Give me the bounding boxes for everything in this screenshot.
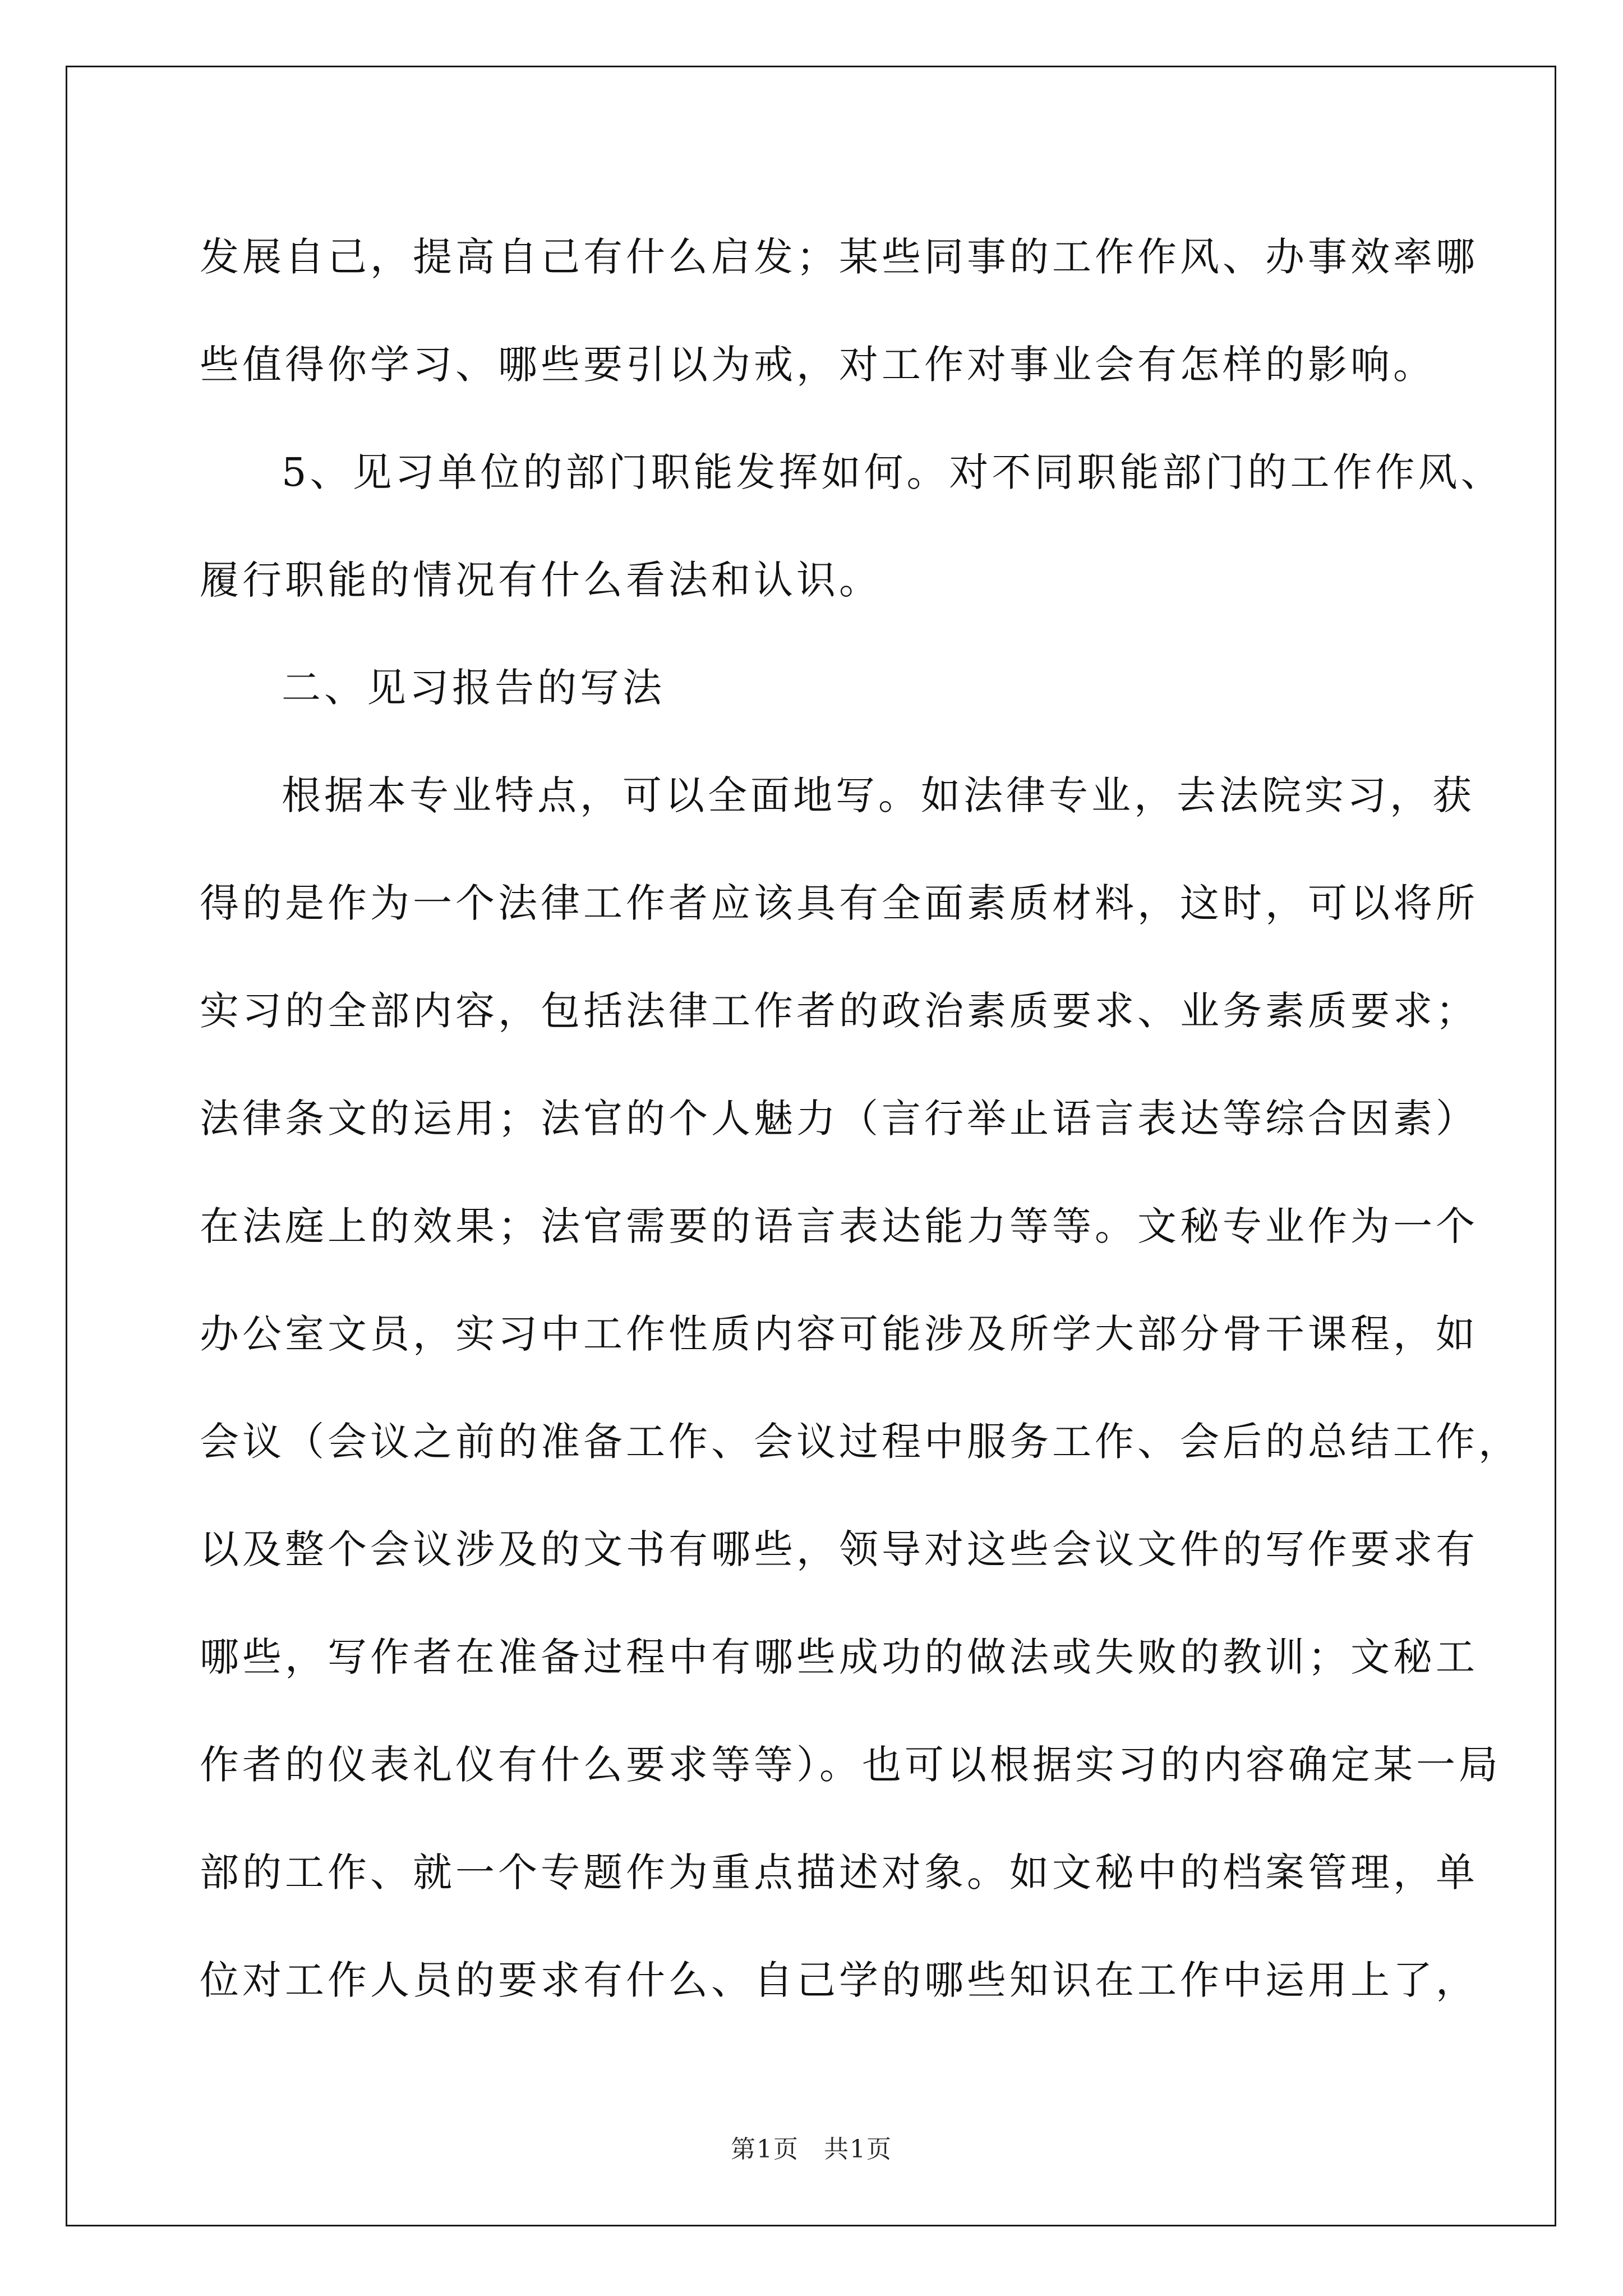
text-line: 办公室文员，实习中工作性质内容可能涉及所学大部分骨干课程，如 xyxy=(200,1311,1478,1357)
text-line: 5、见习单位的部门职能发挥如何。对不同职能部门的工作作风、 xyxy=(282,449,1504,495)
text-line: 部的工作、就一个专题作为重点描述对象。如文秘中的档案管理，单 xyxy=(200,1849,1478,1895)
page-total: 共1页 xyxy=(824,2135,892,2164)
text-line: 发展自己，提高自己有什么启发；某些同事的工作作风、办事效率哪 xyxy=(200,234,1478,280)
text-line: 根据本专业特点，可以全面地写。如法律专业，去法院实习，获 xyxy=(282,772,1475,818)
page-footer xyxy=(0,2133,1623,2166)
text-line: 法律条文的运用；法官的个人魅力（言行举止语言表达等综合因素） xyxy=(200,1096,1478,1142)
text-line: 哪些，写作者在准备过程中有哪些成功的做法或失败的教训；文秘工 xyxy=(200,1634,1478,1680)
text-line: 得的是作为一个法律工作者应该具有全面素质材料，这时，可以将所 xyxy=(200,880,1478,926)
text-line: 作者的仪表礼仪有什么要求等等）。也可以根据实习的内容确定某一局 xyxy=(200,1742,1501,1788)
text-line: 位对工作人员的要求有什么、自己学的哪些知识在工作中运用上了， xyxy=(200,1957,1478,2003)
text-line: 些值得你学习、哪些要引以为戒，对工作对事业会有怎样的影响。 xyxy=(200,342,1436,388)
text-line: 以及整个会议涉及的文书有哪些，领导对这些会议文件的写作要求有 xyxy=(200,1526,1478,1572)
text-line: 在法庭上的效果；法官需要的语言表达能力等等。文秘专业作为一个 xyxy=(200,1203,1478,1249)
text-line: 实习的全部内容，包括法律工作者的政治素质要求、业务素质要求； xyxy=(200,988,1478,1034)
page-number: 第1页 xyxy=(731,2135,799,2164)
section-heading: 二、见习报告的写法 xyxy=(282,665,665,711)
text-line: 会议（会议之前的准备工作、会议过程中服务工作、会后的总结工作， xyxy=(200,1419,1521,1465)
text-line: 履行职能的情况有什么看法和认识。 xyxy=(200,557,882,603)
